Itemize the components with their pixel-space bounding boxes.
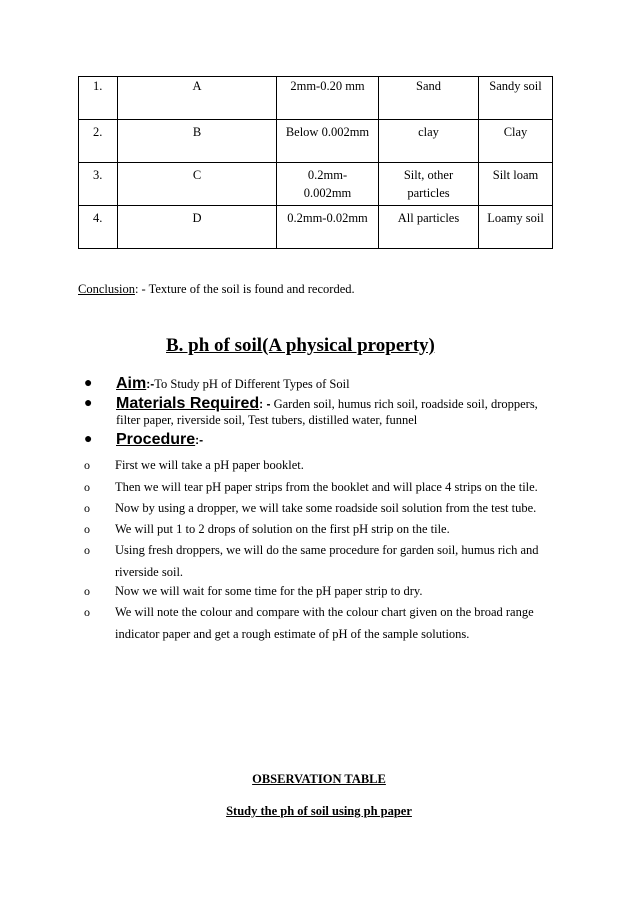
table-cell: 3. [79, 163, 118, 206]
table-cell: 2. [79, 120, 118, 163]
table-cell: B [118, 120, 277, 163]
table-cell: D [118, 206, 277, 249]
observation-subtitle: Study the ph of soil using ph paper [226, 804, 412, 818]
circle-bullet-icon: o [84, 605, 90, 619]
table-cell: Sand [379, 77, 479, 120]
procedure-step-6 [84, 580, 559, 602]
conclusion-label: Conclusion [78, 282, 135, 296]
bullet-icon: ● [84, 376, 93, 391]
procedure-step-5 [84, 539, 559, 583]
materials-item [84, 396, 554, 428]
bullet-icon: ● [84, 432, 93, 447]
aim-item [84, 376, 554, 392]
aim-separator: :- [146, 377, 155, 391]
step-text: Now we will wait for some time for the pH paper strip to dry. [115, 584, 423, 598]
procedure-step-2 [84, 476, 559, 498]
procedure-separator: :- [195, 433, 204, 447]
table-cell: 0.2mm- 0.002mm [277, 163, 379, 206]
table-cell: A [118, 77, 277, 120]
table-cell: 0.2mm-0.02mm [277, 206, 379, 249]
materials-text: Garden soil, humus rich soil, roadside soil, droppers, filter paper, riverside soil, Test tubers, distilled water, funnel [116, 397, 538, 427]
circle-bullet-icon: o [84, 522, 90, 536]
conclusion [78, 282, 355, 297]
step-text: We will put 1 to 2 drops of solution on the first pH strip on the tile. [115, 522, 450, 536]
table-row [79, 120, 553, 163]
aim-label: Aim [116, 375, 147, 392]
circle-bullet-icon: o [84, 584, 90, 598]
materials-label: Materials Required [116, 395, 260, 412]
conclusion-text: : - Texture of the soil is found and recorded. [134, 282, 355, 296]
table-cell: Sandy soil [479, 77, 553, 120]
table-cell: 2mm-0.20 mm [277, 77, 379, 120]
circle-bullet-icon: o [84, 480, 90, 494]
table-cell: C [118, 163, 277, 206]
step-text: Now by using a dropper, we will take some roadside soil solution from the test tube. [115, 501, 537, 515]
table-row [79, 77, 553, 120]
table-cell: 4. [79, 206, 118, 249]
step-text: Then we will tear pH paper strips from the booklet and will place 4 strips on the tile. [115, 480, 538, 494]
circle-bullet-icon: o [84, 501, 90, 515]
circle-bullet-icon: o [84, 458, 90, 472]
table-cell: Below 0.002mm [277, 120, 379, 163]
procedure-step-1 [84, 454, 559, 476]
procedure-item [84, 432, 554, 448]
procedure-label: Procedure [116, 431, 196, 448]
materials-separator: : - [259, 397, 271, 411]
table-cell: Loamy soil [479, 206, 553, 249]
step-text: First we will take a pH paper booklet. [115, 458, 304, 472]
table-cell: Clay [479, 120, 553, 163]
soil-texture-table [78, 76, 553, 249]
table-cell: All particles [379, 206, 479, 249]
table-cell: Silt, other particles [379, 163, 479, 206]
bullet-icon: ● [84, 396, 93, 411]
table-row [79, 163, 553, 206]
procedure-step-3 [84, 497, 559, 519]
procedure-step-7 [84, 601, 559, 645]
observation-title: OBSERVATION TABLE [252, 772, 386, 786]
circle-bullet-icon: o [84, 543, 90, 557]
step-text: We will note the colour and compare with the colour chart given on the broad range indicator paper and get a rough estimate of pH of the sample solutions. [115, 605, 534, 641]
procedure-step-4 [84, 518, 559, 540]
table-row [79, 206, 553, 249]
table-cell: 1. [79, 77, 118, 120]
aim-text: To Study pH of Different Types of Soil [154, 377, 350, 391]
table-cell: clay [379, 120, 479, 163]
step-text: Using fresh droppers, we will do the same procedure for garden soil, humus rich and riverside soil. [115, 543, 539, 579]
table-cell: Silt loam [479, 163, 553, 206]
section-heading: B. ph of soil(A physical property) [166, 335, 435, 356]
